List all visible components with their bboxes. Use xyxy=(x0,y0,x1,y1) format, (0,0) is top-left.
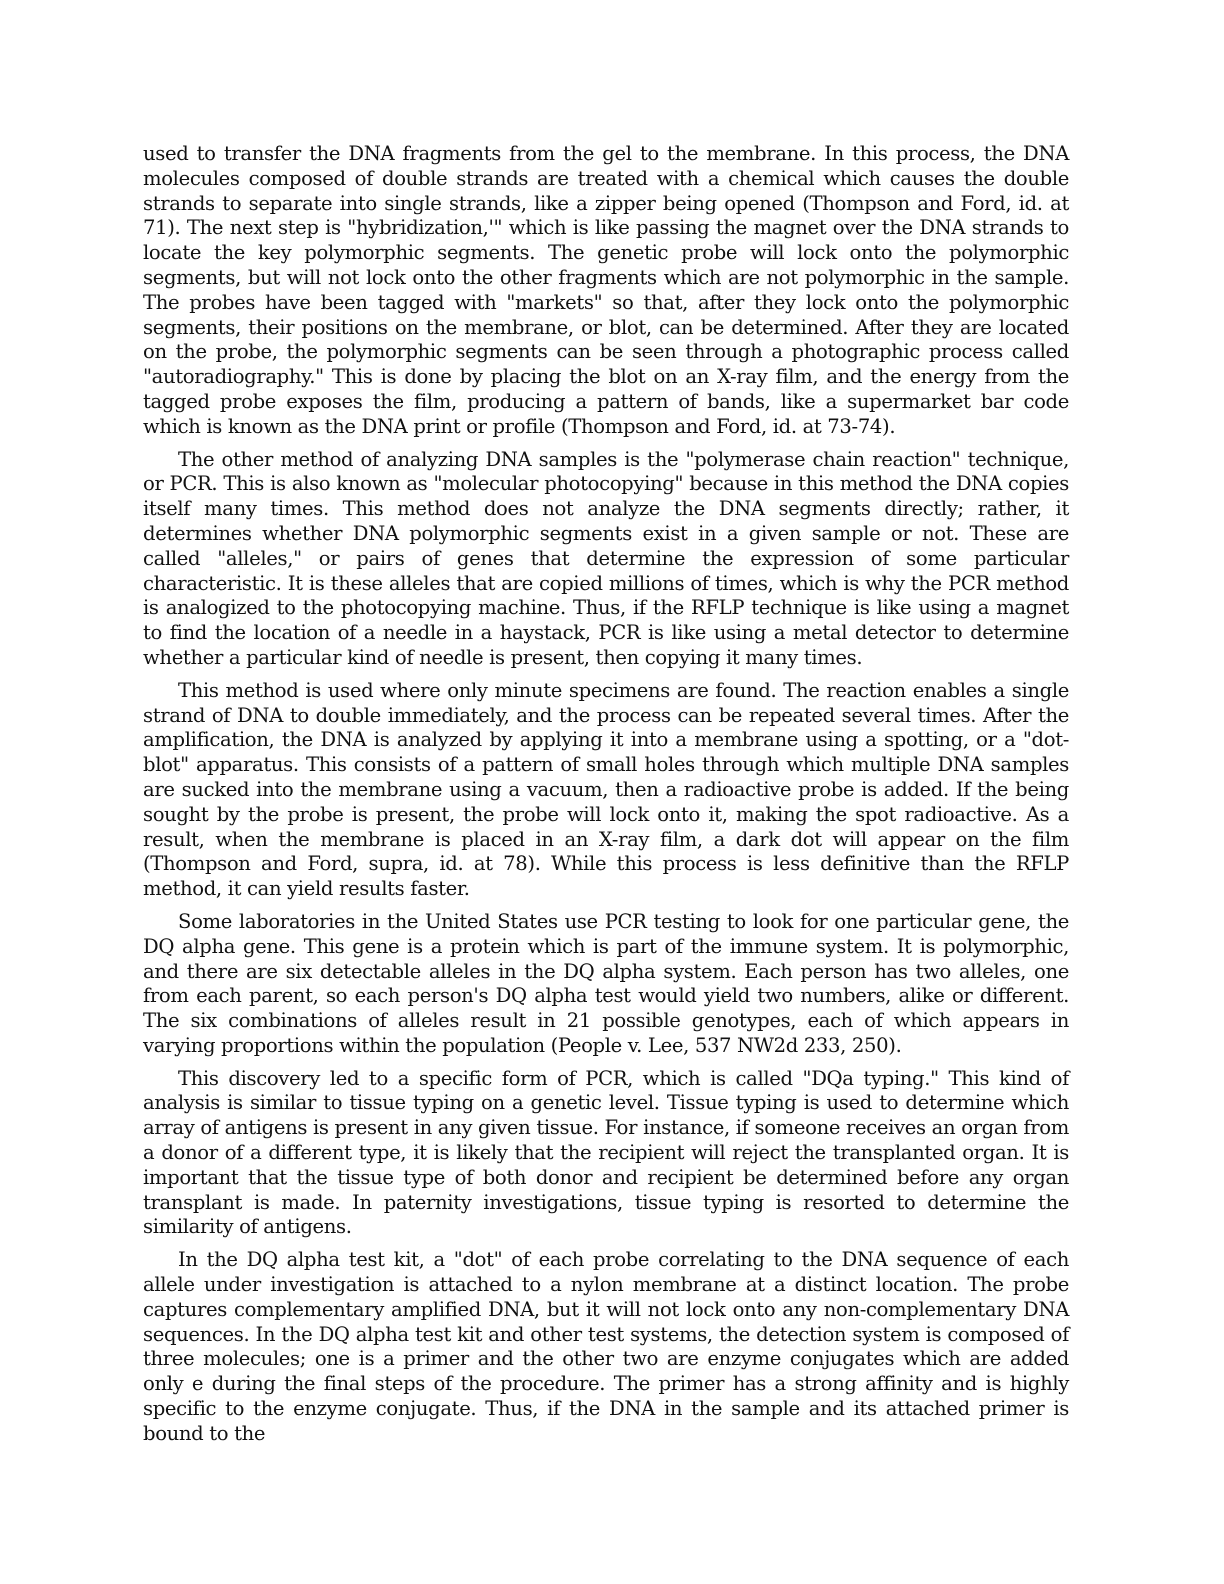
paragraph-continuation: used to transfer the DNA fragments from the gel to the membrane. In this process, the DNA molecules composed of double strands are treated with a chemical which causes the double strands to separate into single strands, like a zipper being opened (Thompson and Ford, id. at 71). The next step is "hybridization,'" which is like passing the magnet over the DNA strands to locate the key polymorphic segments. The genetic probe will lock onto the polymorphic segments, but will not lock onto the other fragments which are not polymorphic in the sample. The probes have been tagged with "markets" so that, after they lock onto the polymorphic segments, their positions on the membrane, or blot, can be determined. After they are located on the probe, the polymorphic segments can be seen through a photographic process called "autoradiography." This is done by placing the blot on an X-ray film, and the energy from the tagged probe exposes the film, producing a pattern of bands, like a supermarket bar code which is known as the DNA print or profile (Thompson and Ford, id. at 73-74). xyxy=(143,142,1069,438)
document-page xyxy=(143,142,1069,1455)
paragraph-test-kit: In the DQ alpha test kit, a "dot" of each probe correlating to the DNA sequence of each allele under investigation is attached to a nylon membrane at a distinct location. The probe captures complementary amplified DNA, but it will not lock onto any non-complementary DNA sequences. In the DQ alpha test kit and other test systems, the detection system is composed of three molecules; one is a primer and the other two are enzyme conjugates which are added only e during the final steps of the procedure. The primer has a strong affinity and is highly specific to the enzyme conjugate. Thus, if the DNA in the sample and its attached primer is bound to the xyxy=(143,1248,1069,1445)
paragraph-dq-alpha-gene: Some laboratories in the United States use PCR testing to look for one particular gene, the DQ alpha gene. This gene is a protein which is part of the immune system. It is polymorphic, and there are six detectable alleles in the DQ alpha system. Each person has two alleles, one from each parent, so each person's DQ alpha test would yield two numbers, alike or different. The six combinations of alleles result in 21 possible genotypes, each of which appears in varying proportions within the population (People v. Lee, 537 NW2d 233, 250). xyxy=(143,909,1069,1057)
paragraph-pcr-method: The other method of analyzing DNA samples is the "polymerase chain reaction" technique, or PCR. This is also known as "molecular photocopying" because in this method the DNA copies itself many times. This method does not analyze the DNA segments directly; rather, it determines whether DNA polymorphic segments exist in a given sample or not. These are called "alleles," or pairs of genes that determine the expression of some particular characteristic. It is these alleles that are copied millions of times, which is why the PCR method is analogized to the photocopying machine. Thus, if the RFLP technique is like using a magnet to find the location of a needle in a haystack, PCR is like using a metal detector to determine whether a particular kind of needle is present, then copying it many times. xyxy=(143,447,1069,669)
paragraph-dqa-typing: This discovery led to a specific form of PCR, which is called "DQa typing." This kind of analysis is similar to tissue typing on a genetic level. Tissue typing is used to determine which array of antigens is present in any given tissue. For instance, if someone receives an organ from a donor of a different type, it is likely that the recipient will reject the transplanted organ. It is important that the tissue type of both donor and recipient be determined before any organ transplant is made. In paternity investigations, tissue typing is resorted to determine the similarity of antigens. xyxy=(143,1066,1069,1239)
paragraph-dot-blot: This method is used where only minute specimens are found. The reaction enables a single strand of DNA to double immediately, and the process can be repeated several times. After the amplification, the DNA is analyzed by applying it into a membrane using a spotting, or a "dot-blot" apparatus. This consists of a pattern of small holes through which multiple DNA samples are sucked into the membrane using a vacuum, then a radioactive probe is added. If the being sought by the probe is present, the probe will lock onto it, making the spot radioactive. As a result, when the membrane is placed in an X-ray film, a dark dot will appear on the film (Thompson and Ford, supra, id. at 78). While this process is less definitive than the RFLP method, it can yield results faster. xyxy=(143,678,1069,901)
